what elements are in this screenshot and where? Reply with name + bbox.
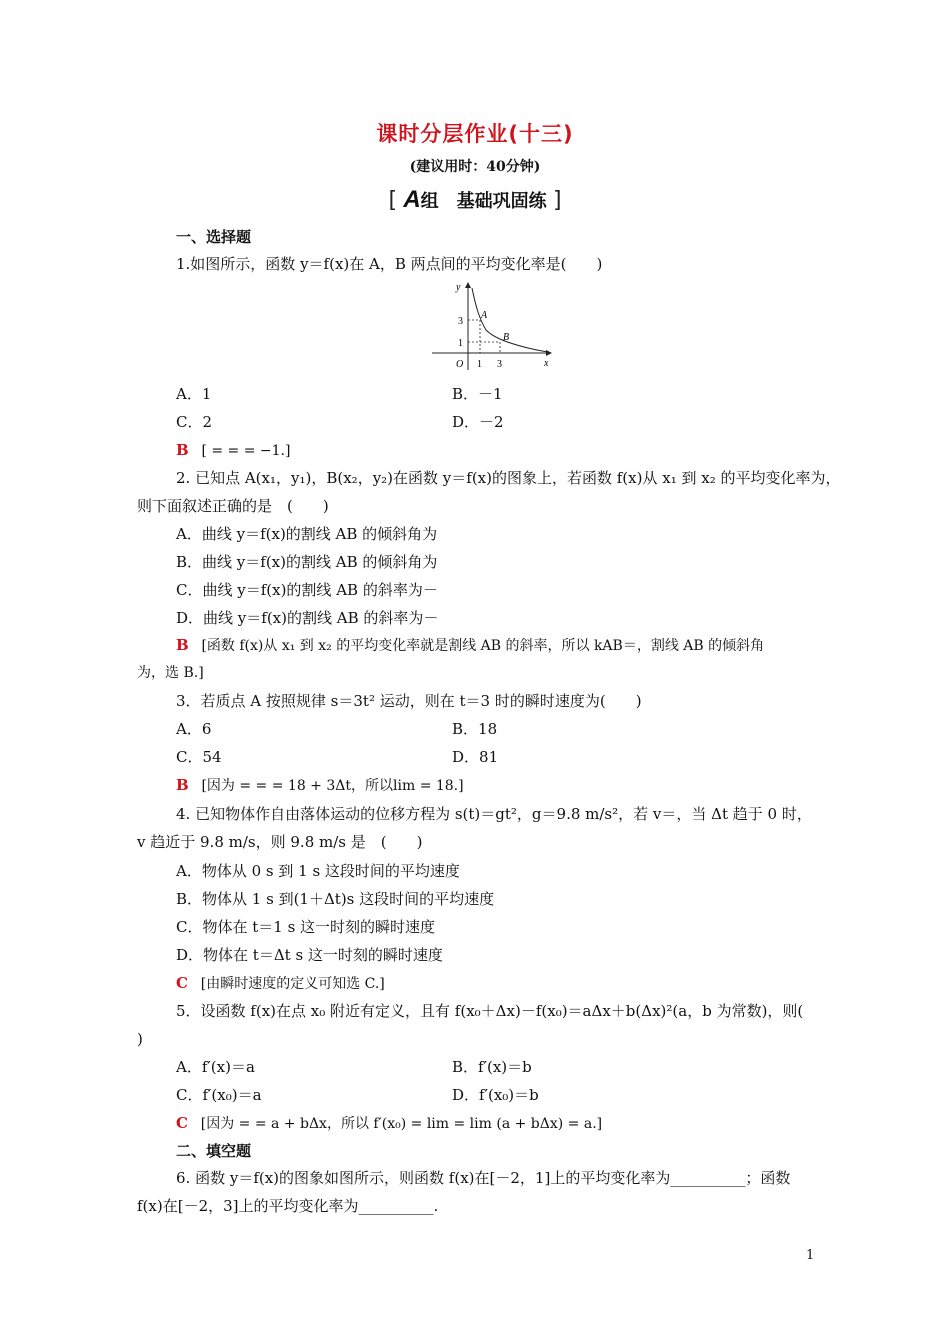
q1-option-c[interactable]: C．2 (176, 413, 213, 431)
page-subtitle: (建议用时：40分钟) (409, 159, 541, 175)
q1-tick-x1: 1 (477, 359, 482, 370)
page-number: 1 (806, 1248, 815, 1263)
q1-answer (176, 440, 290, 461)
group-heading (0, 186, 950, 214)
group-label: 组 基础巩固练 (420, 191, 547, 212)
group-bracket-left: [ (388, 188, 398, 213)
q3-answer-letter: B (176, 776, 189, 794)
q3-option-b[interactable]: B．18 (452, 720, 498, 738)
q1-x-label: x (544, 358, 549, 369)
q4-option-d[interactable]: D．物体在 t＝Δt s 这一时刻的瞬时速度 (176, 946, 443, 964)
q5-explanation: [因为 = = a + bΔx，所以 f′(x₀) = lim = lim (a + bΔx) = a.] (200, 1116, 603, 1132)
q6-stem-line1: 6. 函数 y＝f(x)的图象如图所示，则函数 f(x)在[－2，1]上的平均变化率为__________；函数 (176, 1169, 791, 1187)
q3-stem: 3．若质点 A 按照规律 s＝3t² 运动，则在 t＝3 时的瞬时速度为( ) (176, 692, 642, 710)
q1-option-d[interactable]: D．－2 (452, 413, 504, 431)
q4-answer (176, 973, 385, 994)
q2-option-d[interactable]: D．曲线 y＝f(x)的割线 AB 的斜率为－ (176, 609, 439, 627)
q5-stem-line1: 5．设函数 f(x)在点 x₀ 附近有定义，且有 f(x₀＋Δx)－f(x₀)＝aΔx＋b(Δx)²(a，b 为常数)，则( (176, 1002, 804, 1020)
q2-stem-line2: 则下面叙述正确的是 ( ) (137, 497, 329, 515)
q2-stem-line1: 2. 已知点 A(x₁，y₁)，B(x₂，y₂)在函数 y＝f(x)的图象上，若函数 f(x)从 x₁ 到 x₂ 的平均变化率为， (176, 469, 841, 487)
q1-answer-letter: B (176, 441, 189, 459)
q2-answer (176, 635, 764, 656)
q1-y-label: y (456, 282, 461, 293)
q3-answer (176, 775, 464, 796)
q3-explanation: [因为 = = = 18 + 3Δt，所以lim = 18.] (201, 778, 464, 794)
q2-answer-letter: B (176, 636, 189, 654)
q5-option-a[interactable]: A．f′(x)＝a (176, 1058, 255, 1076)
q5-option-d[interactable]: D．f′(x₀)＝b (452, 1086, 539, 1104)
q4-stem-line1: 4. 已知物体作自由落体运动的位移方程为 s(t)＝gt²，g＝9.8 m/s²，若 v＝，当 Δt 趋于 0 时， (176, 805, 812, 823)
q4-option-b[interactable]: B．物体从 1 s 到(1＋Δt)s 这段时间的平均速度 (176, 890, 495, 908)
q2-option-b[interactable]: B．曲线 y＝f(x)的割线 AB 的倾斜角为 (176, 553, 438, 571)
group-letter: A (403, 186, 421, 213)
q1-graph (428, 278, 558, 374)
q1-point-a: A (481, 310, 488, 321)
q1-x-arrow (546, 350, 552, 356)
q5-option-c[interactable]: C．f′(x₀)＝a (176, 1086, 262, 1104)
q1-stem: 1.如图所示，函数 y＝f(x)在 A，B 两点间的平均变化率是( ) (176, 255, 603, 273)
q5-stem-line2: ) (137, 1030, 143, 1048)
q3-option-c[interactable]: C．54 (176, 748, 222, 766)
q1-tick-x3: 3 (497, 359, 502, 370)
q2-explanation-line1: [函数 f(x)从 x₁ 到 x₂ 的平均变化率就是割线 AB 的斜率，所以 kAB＝，割线 AB 的倾斜角 (201, 638, 765, 654)
q1-tick-y1: 1 (458, 338, 463, 349)
section-heading-choice: 一、选择题 (176, 228, 252, 246)
q2-option-c[interactable]: C．曲线 y＝f(x)的割线 AB 的斜率为－ (176, 581, 438, 599)
q1-option-b[interactable]: B．－1 (452, 385, 503, 403)
q1-point-b: B (503, 332, 510, 343)
page-title: 课时分层作业(十三) (376, 122, 574, 146)
q1-origin-label: O (456, 359, 464, 370)
q4-option-c[interactable]: C．物体在 t＝1 s 这一时刻的瞬时速度 (176, 918, 436, 936)
group-bracket-right: ] (552, 188, 562, 213)
q6-stem-line2: f(x)在[－2，3]上的平均变化率为__________. (137, 1197, 439, 1215)
q5-answer (176, 1113, 602, 1134)
q1-y-arrow (465, 282, 471, 288)
q2-explanation-line2: 为，选 B.] (137, 665, 204, 681)
section-heading-fill: 二、填空题 (176, 1142, 252, 1160)
q1-option-a[interactable]: A．1 (176, 385, 212, 403)
q5-option-b[interactable]: B．f′(x)＝b (452, 1058, 532, 1076)
q3-option-d[interactable]: D．81 (452, 748, 499, 766)
q1-tick-y3: 3 (458, 316, 463, 327)
q4-option-a[interactable]: A．物体从 0 s 到 1 s 这段时间的平均速度 (176, 862, 460, 880)
q4-answer-letter: C (176, 974, 188, 992)
q4-explanation: [由瞬时速度的定义可知选 C.] (200, 976, 385, 992)
q5-answer-letter: C (176, 1114, 188, 1132)
q2-option-a[interactable]: A．曲线 y＝f(x)的割线 AB 的倾斜角为 (176, 525, 438, 543)
q3-option-a[interactable]: A．6 (176, 720, 212, 738)
q1-explanation: [ = = = −1.] (201, 443, 291, 459)
q4-stem-line2: v 趋近于 9.8 m/s，则 9.8 m/s 是 ( ) (137, 833, 423, 851)
